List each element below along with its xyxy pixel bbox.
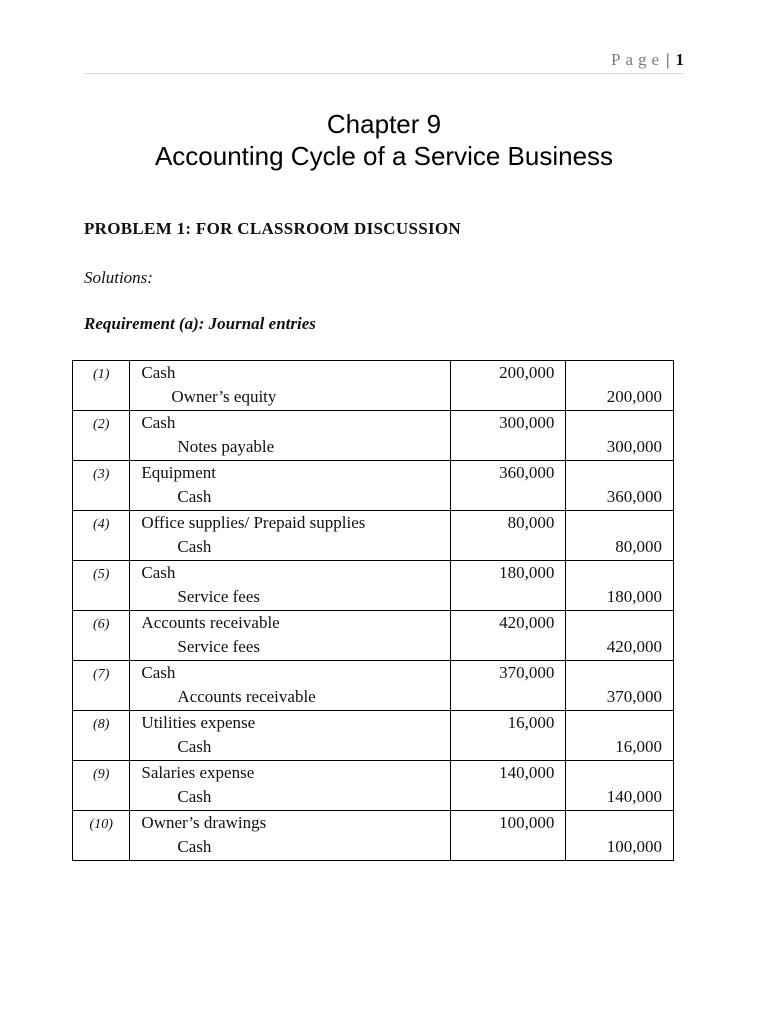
credit-amount-cell [566, 561, 674, 611]
table-row [73, 561, 674, 611]
debit-amount: 420,000 [499, 613, 555, 632]
debit-amount: 360,000 [499, 463, 555, 482]
debit-amount-cell [450, 811, 566, 861]
credit-account: Service fees [177, 637, 261, 656]
credit-amount: 200,000 [606, 387, 662, 406]
account-cell [130, 511, 450, 561]
solutions-label: Solutions: [84, 268, 153, 287]
credit-spacer [566, 511, 662, 535]
credit-amount-cell [566, 361, 674, 411]
credit-amount-cell [566, 711, 674, 761]
chapter-title: Chapter 9 [326, 109, 442, 139]
credit-amount: 80,000 [615, 537, 662, 556]
header-divider [84, 73, 684, 74]
credit-spacer [566, 461, 662, 485]
table-row [73, 611, 674, 661]
credit-spacer [566, 361, 662, 385]
credit-account: Cash [177, 487, 212, 506]
debit-amount-cell [450, 611, 566, 661]
credit-account: Accounts receivable [177, 687, 316, 706]
credit-spacer [566, 561, 662, 585]
credit-amount-cell [566, 661, 674, 711]
credit-account: Cash [177, 537, 212, 556]
credit-amount: 16,000 [615, 737, 662, 756]
account-cell [130, 461, 450, 511]
debit-amount: 180,000 [499, 563, 555, 582]
entry-number: (7) [73, 661, 130, 711]
table-row [73, 811, 674, 861]
debit-account: Cash [141, 363, 176, 382]
debit-account: Owner’s drawings [141, 813, 267, 832]
entry-number: (2) [73, 411, 130, 461]
page-word: Page [611, 50, 665, 69]
table-row [73, 361, 674, 411]
credit-spacer [566, 761, 662, 785]
debit-account: Cash [141, 563, 176, 582]
debit-amount: 370,000 [499, 663, 555, 682]
account-cell [130, 711, 450, 761]
debit-account: Salaries expense [141, 763, 255, 782]
account-cell [130, 811, 450, 861]
journal-entries-table [72, 360, 674, 861]
entry-number: (8) [73, 711, 130, 761]
account-cell [130, 761, 450, 811]
credit-amount-cell [566, 761, 674, 811]
credit-spacer [566, 711, 662, 735]
table-row [73, 461, 674, 511]
debit-amount: 200,000 [499, 363, 555, 382]
debit-amount-cell [450, 461, 566, 511]
debit-amount-cell [450, 761, 566, 811]
credit-account: Cash [177, 737, 212, 756]
journal-body [73, 361, 674, 861]
entry-number: (5) [73, 561, 130, 611]
debit-amount-cell [450, 561, 566, 611]
page-separator: | [666, 50, 670, 69]
credit-amount: 360,000 [606, 487, 662, 506]
credit-amount: 420,000 [606, 637, 662, 656]
debit-account: Cash [141, 413, 176, 432]
credit-account: Service fees [177, 587, 261, 606]
debit-amount-cell [450, 711, 566, 761]
credit-spacer [566, 411, 662, 435]
debit-account: Accounts receivable [141, 613, 280, 632]
credit-amount-cell [566, 411, 674, 461]
debit-account: Utilities expense [141, 713, 256, 732]
credit-amount: 140,000 [606, 787, 662, 806]
account-cell [130, 361, 450, 411]
account-cell [130, 411, 450, 461]
entry-number: (1) [73, 361, 130, 411]
page-number: 1 [675, 50, 684, 69]
debit-amount: 100,000 [499, 813, 555, 832]
account-cell [130, 661, 450, 711]
page-header [611, 50, 684, 70]
debit-account: Cash [141, 663, 176, 682]
credit-spacer [566, 811, 662, 835]
entry-number: (6) [73, 611, 130, 661]
table-row [73, 411, 674, 461]
entry-number: (9) [73, 761, 130, 811]
credit-amount-cell [566, 461, 674, 511]
credit-account: Notes payable [177, 437, 275, 456]
debit-account: Equipment [141, 463, 217, 482]
table-row [73, 661, 674, 711]
problem-heading: PROBLEM 1: FOR CLASSROOM DISCUSSION [84, 219, 461, 238]
chapter-subtitle: Accounting Cycle of a Service Business [154, 141, 614, 171]
table-row [73, 511, 674, 561]
credit-account: Cash [177, 837, 212, 856]
credit-amount-cell [566, 511, 674, 561]
requirement-label: Requirement (a): Journal entries [84, 314, 316, 333]
table-row [73, 711, 674, 761]
title-block [0, 108, 768, 172]
table-row [73, 761, 674, 811]
debit-amount-cell [450, 361, 566, 411]
credit-amount-cell [566, 611, 674, 661]
credit-spacer [566, 611, 662, 635]
entry-number: (10) [73, 811, 130, 861]
account-cell [130, 611, 450, 661]
credit-amount: 370,000 [606, 687, 662, 706]
debit-amount: 300,000 [499, 413, 555, 432]
credit-account: Owner’s equity [171, 387, 277, 406]
debit-account: Office supplies/ Prepaid supplies [141, 513, 366, 532]
credit-amount: 300,000 [606, 437, 662, 456]
account-cell [130, 561, 450, 611]
credit-amount-cell [566, 811, 674, 861]
credit-spacer [566, 661, 662, 685]
debit-amount-cell [450, 511, 566, 561]
credit-amount: 100,000 [606, 837, 662, 856]
debit-amount-cell [450, 661, 566, 711]
debit-amount: 16,000 [507, 713, 555, 732]
debit-amount-cell [450, 411, 566, 461]
credit-account: Cash [177, 787, 212, 806]
credit-amount: 180,000 [606, 587, 662, 606]
debit-amount: 140,000 [499, 763, 555, 782]
entry-number: (3) [73, 461, 130, 511]
entry-number: (4) [73, 511, 130, 561]
debit-amount: 80,000 [507, 513, 555, 532]
